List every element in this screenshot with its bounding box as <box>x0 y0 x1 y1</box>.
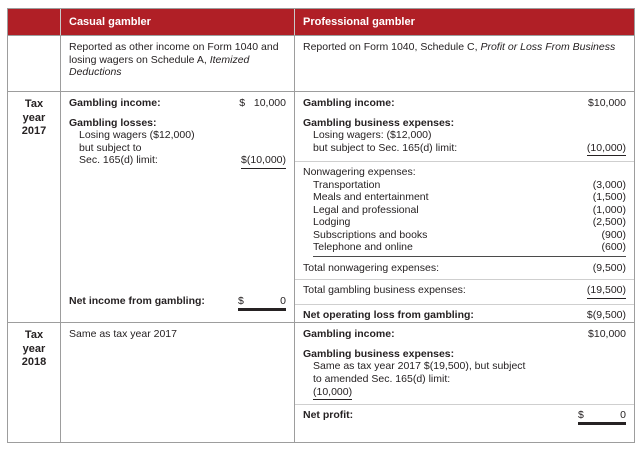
professional-2017-net-value: $(9,500) <box>587 309 626 323</box>
section-divider <box>295 161 634 162</box>
reporting-professional-cell <box>294 36 634 91</box>
professional-2018-income-label: Gambling income: <box>303 328 395 340</box>
professional-2018-expenses-label: Gambling business expenses: <box>303 347 455 360</box>
professional-2018-expenses-line1: Same as tax year 2017 $(19,500), but subject <box>313 360 526 372</box>
total-nonwagering-value: (9,500) <box>592 261 626 274</box>
professional-2017-nonwagering-label: Nonwagering expenses: <box>303 166 416 178</box>
casual-2017-limit-row <box>69 154 286 169</box>
total-expenses-row <box>303 284 626 299</box>
reporting-casual-italic: Itemized Deductions <box>69 53 250 78</box>
nonwagering-item-value: (1,000) <box>592 203 626 216</box>
table-header-row <box>8 9 634 35</box>
header-professional-label: Professional gambler <box>303 15 415 28</box>
total-nonwagering-label: Total nonwagering expenses: <box>303 261 440 274</box>
nonwagering-item-value: (900) <box>601 228 626 241</box>
nonwagering-item-label: Transportation <box>313 178 381 191</box>
tax-year-2018-label-line1: Tax year <box>22 329 46 355</box>
nonwagering-item-label: Subscriptions and books <box>313 228 428 241</box>
reporting-casual-text: Reported as other income on Form 1040 and losing wagers on Schedule A, <box>69 41 279 66</box>
nonwagering-item-row <box>303 216 626 229</box>
casual-2017-net-row <box>69 295 286 310</box>
nonwagering-item-value: (3,000) <box>592 178 626 191</box>
nonwagering-item-label: Lodging <box>313 216 351 228</box>
nonwagering-item-row <box>303 241 626 254</box>
total-nonwagering-row <box>303 262 626 275</box>
professional-2018-income-row <box>303 328 626 341</box>
header-corner-cell <box>8 9 60 35</box>
casual-2017-losses-label: Gambling losses: <box>69 116 157 129</box>
professional-2017-wagers-line2: but subject to Sec. 165(d) limit: <box>313 141 458 154</box>
reporting-professional-text: Reported on Form 1040, Schedule C, <box>303 41 481 53</box>
professional-2018-cell <box>294 323 634 442</box>
section-divider <box>295 304 634 305</box>
professional-2017-income-label: Gambling income: <box>303 97 395 109</box>
professional-2017-net-row <box>303 309 626 323</box>
professional-2018-expenses-line2: to amended Sec. 165(d) limit: <box>313 372 451 385</box>
tax-year-2017-row <box>8 91 634 322</box>
casual-2017-income-value: $ 10,000 <box>239 97 286 109</box>
nonwagering-item-value: (2,500) <box>592 216 626 228</box>
professional-2017-income-row <box>303 97 626 110</box>
nonwagering-item-row <box>303 191 626 204</box>
header-casual-gambler <box>60 9 294 35</box>
nonwagering-item-label: Telephone and online <box>313 241 413 253</box>
professional-2018-net-currency: $ <box>578 408 584 421</box>
professional-2018-net-amount: 0 <box>620 408 626 421</box>
reporting-corner-cell <box>8 36 60 91</box>
professional-2018-net-value <box>578 409 626 424</box>
casual-2017-losses-line1: Losing wagers ($12,000) <box>79 129 195 141</box>
casual-2017-income-row <box>69 97 286 110</box>
professional-2017-income-value: $10,000 <box>588 97 626 109</box>
casual-2017-income-label: Gambling income: <box>69 97 161 109</box>
casual-2017-losses-value: $(10,000) <box>241 154 286 169</box>
nonwagering-item-label: Meals and entertainment <box>313 191 429 203</box>
tax-year-2018-row <box>8 322 634 442</box>
professional-2017-limit-row <box>303 142 626 157</box>
section-divider <box>295 279 634 280</box>
casual-2017-cell <box>60 92 294 322</box>
tax-year-2018-label-line2: 2018 <box>21 356 47 368</box>
casual-2018-cell <box>60 323 294 442</box>
professional-2017-cell <box>294 92 634 322</box>
total-expenses-value: (19,500) <box>587 284 626 299</box>
casual-2017-losses-line2: but subject to <box>79 141 142 154</box>
tax-year-2017-label-line1: Tax year <box>22 98 46 124</box>
professional-2018-net-row <box>303 409 626 424</box>
professional-2017-expenses-label: Gambling business expenses: <box>303 116 455 129</box>
tax-year-2018-label <box>8 323 60 442</box>
professional-2017-net-label: Net operating loss from gambling: <box>303 308 474 321</box>
sum-rule <box>313 256 626 257</box>
nonwagering-item-label: Legal and professional <box>313 203 419 216</box>
total-expenses-label: Total gambling business expenses: <box>303 284 466 296</box>
casual-2017-net-amount: 0 <box>280 294 286 307</box>
nonwagering-item-value: (1,500) <box>592 191 626 203</box>
nonwagering-item-row <box>303 179 626 192</box>
professional-2017-wagers-line1: Losing wagers: ($12,000) <box>313 129 432 141</box>
professional-2018-income-value: $10,000 <box>588 328 626 340</box>
professional-2018-expenses-value: (10,000) <box>313 386 353 398</box>
nonwagering-item-row <box>303 204 626 217</box>
header-professional-gambler <box>294 9 634 35</box>
tax-year-2017-label-line2: 2017 <box>21 125 47 137</box>
casual-2017-net-value <box>238 295 286 310</box>
casual-2017-net-label: Net income from gambling: <box>69 294 205 307</box>
nonwagering-item-value: (600) <box>601 241 626 253</box>
tax-year-2017-label <box>8 92 60 322</box>
reporting-row <box>8 35 634 91</box>
section-divider <box>295 404 634 405</box>
casual-2018-text: Same as tax year 2017 <box>69 328 177 340</box>
nonwagering-item-row <box>303 229 626 242</box>
header-casual-label: Casual gambler <box>69 15 151 28</box>
professional-2017-wagers-value: (10,000) <box>587 142 626 157</box>
reporting-casual-cell <box>60 36 294 91</box>
professional-2018-net-label: Net profit: <box>303 408 354 421</box>
casual-2017-losses-line3: Sec. 165(d) limit: <box>79 154 158 166</box>
professional-2018-expenses-value-row <box>303 386 626 399</box>
reporting-professional-italic: Profit or Loss From Business <box>480 41 616 53</box>
gambler-comparison-table <box>7 8 635 443</box>
casual-2017-net-currency: $ <box>238 294 244 307</box>
